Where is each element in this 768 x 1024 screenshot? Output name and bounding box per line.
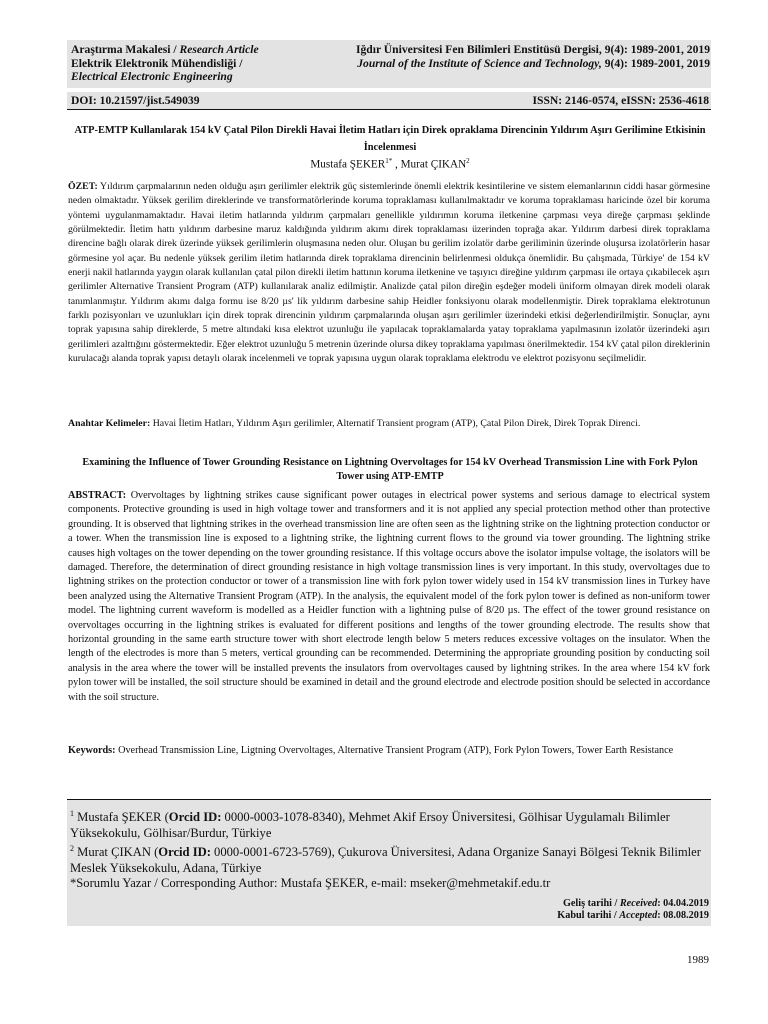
orcid-label-1: Orcid ID:: [168, 810, 222, 825]
affiliation-2: $^2$ Murat ÇIKAN (Orcid ID: 0000-0001-6723-5769), Çukurova Üniversitesi, Adana Organize Sanayi Bölgesi Teknik Bilimler Meslek Yüksekokulu, Adana, Türkiye: [70, 844, 701, 875]
article-dates: [557, 898, 709, 922]
author-2: Murat ÇIKAN: [400, 158, 467, 171]
anahtar-kelimeler: [68, 417, 710, 431]
author-separator: ,: [392, 158, 401, 171]
keywords-text: Overhead Transmission Line, Ligtning Overvoltages, Alternative Transient Program (ATP), Fork Pylon Towers, Tower Earth Resistance: [118, 745, 674, 756]
field-en: Electrical Electronic Engineering: [71, 70, 233, 84]
keywords: [68, 744, 710, 758]
issn-text: ISSN: 2146-0574, eISSN: 2536-4618: [532, 94, 709, 107]
orcid-label-2: Orcid ID:: [158, 845, 211, 860]
journal-name-tr: Iğdır Üniversitesi Fen Bilimleri Enstitüsü Dergisi, 9(4): 1989-2001, 2019: [355, 43, 710, 56]
abstract-label: ABSTRACT:: [68, 490, 127, 501]
keywords-label: Keywords:: [68, 745, 116, 756]
author-1-affiliation-mark: 1*: [385, 157, 393, 165]
ozet-text: Yıldırım çarpmalarının neden olduğu aşırı gerilimler elektrik güç sistemlerinde önemli elektrik kesintilerine ve sistem elemanlarının ciddi hasar görmesine neden olmaktadır. Yüksek gerilim direklerinde ve transformatörlerinde koruma topraklaması kullanılmaktadır ve koruma topraklaması haricinde özel bir koruma yöntemi uygulanmamaktadır. Havai iletim hatlarında yıldırım çarpmaları genellikle yıldırımın koruma iletkenine çarpması veya direğe çarpması şeklinde görülmektedir. İletim hattı yıldırım darbesine maruz kaldığında yıldırım akımı direk topraklaması üzerinden toprağa akar. Yıldırım darbesi direk topraklama direncine bağlı olarak direk üzerinde yüksek gerilimlerin oluşmasına neden olur. Oluşan bu gerilim izolatör darbe geriliminin üzerinde oluşursa izolatörlerin hasar görmesine yol açar. Bu nedenle yüksek gerilim iletim hatlarında direk topraklama direncinin belirlenmesi oldukça önemlidir. Bu çalışmada, Türkiye' de 154 kV enerji nakil hatlarında yaygın olarak kullanılan çatal pilon direkli iletim hattının koruma iletkenine ve taşıyıcı direğine yıldırım çarpması ile ortaya çıkabilecek aşırı gerilimler Alternative Transient Program (ATP) kullanılarak analiz edilmiştir. Analizde çatal pilon direğin eşdeğer modeli üniform olmayan direk modeli olarak tanımlanmıştır. Yıldırım akımı dalga formu ise 8/20 µs' lik yıldırım darbesine sahip Heidler fonksiyonu olarak modellenmiştir. Direk topraklama elektrotunun farklı pozisyonları ve uzunlukları için direk toprak direncinin yıldırım çarpmalarında oluşan aşırı gerilimler üzerindeki etkisi değerlendirilmiştir. Sonuçlar, aynı toprak yapısına sahip direklerde, 5 metre altındaki kısa elektrot uzunluğu ile yapılacak topraklamalarda yatay topraklama yapılmasının izolatör üzerindeki aşırı gerilimleri azalttığını göstermektedir. Eğer elektrot uzunluğu 5 metrenin üzerinde olursa dikey topraklama yapılması önerilmektedir. 154 kV çatal pilon direklerinin kurulacağı alanda toprak yapısı detaylı olarak incelenmeli ve toprak yapısına uygun olarak topraklama elektrodu ve elektrot pozisyonu seçilmelidir.: [68, 181, 710, 364]
accepted-date: Kabul tarihi / Accepted: 08.08.2019: [557, 910, 709, 922]
page-number: 1989: [687, 954, 709, 966]
field-tr: Elektrik Elektronik Mühendisliği /: [71, 56, 243, 70]
author-line: [72, 154, 708, 172]
journal-info: [314, 43, 710, 70]
ozet-label: ÖZET:: [68, 181, 98, 192]
author-2-affiliation-mark: 2: [466, 157, 470, 165]
anahtar-text: Havai İletim Hatları, Yıldırım Aşırı gerilimler, Alternatif Transient program (ATP), Çatal Pilon Direk, Direk Toprak Direnci.: [152, 418, 641, 429]
article-category: [71, 43, 316, 84]
article-type: Araştırma Makalesi /: [71, 43, 180, 56]
affiliation-1-mark: 1: [70, 809, 74, 818]
affiliation-2-mark: 2: [70, 844, 74, 853]
journal-volume: 9(4): 1989-2001, 2019: [604, 56, 710, 70]
article-title-en: Examining the Influence of Tower Grounding Resistance on Lightning Overvoltages for 154 kV Overhead Transmission Line with Fork Pylon Tower using ATP-EMTP: [82, 457, 698, 483]
affiliations: [70, 806, 710, 891]
ozet-paragraph: [68, 180, 710, 366]
received-date: Geliş tarihi / Received: 04.04.2019: [562, 898, 709, 909]
article-title-tr: ATP-EMTP Kullanılarak 154 kV Çatal Pilon Direkli Havai İletim Hatları için Direk opraklama Direncinin Yıldırım Aşırı Gerilimine Etkisinin İncelenmesi: [74, 125, 706, 153]
journal-name-en: Journal of the Institute of Science and Technology,: [357, 56, 605, 70]
abstract-text: Overvoltages by lightning strikes cause significant power outages in electrical power systems and serious damage to electrical system components. Protective grounding is used in high voltage tower and transformers and it is not applied any special protection method other than protective grounding. It is observed that lightning strikes in the overhead transmission line are often seen as the lightning strike on the lightning protection conductor or a tower. When the transmission line is exposed to a lightning strike, the lightning current flows to the ground via tower grounding. The lightning strike causes high voltages on the tower depending on the tower grounding resistance. If this voltage occurs above the isolator impulse voltage, the isolators will be damaged. Therefore, the determination of direct grounding resistance in high voltage transmission lines is very important. In this study, overvoltages due to lightning strikes on the protection conductor or tower of a transmission line with fork pylon tower widely used in 154 kV transmission lines in Turkey have been analyzed using the Alternative Transient Program (ATP). In the analysis, the equivalent model of the fork pylon tower is defined as non-uniform tower model. The lightning current waveform is modelled as a Heidler function with a lightning pulse of 8/20 µs. The effect of the tower ground resistance on overvoltages occurring in the lightning strikes is evaluated for different positions and lengths of the tower grounding electrode. The results show that horizontal grounding in the same earth structure tower with short electrode length below 5 meters reduces excessive voltages on the insulator. When the length of the electrodes is more than 5 meters, vertical grounding can be recommended. Determining the appropriate grounding position by conducting soil analysis in the area where the tower will be installed prevents the insulators from overvoltages caused by lightning strikes. In the area where 154 kV fork pylon tower will be installed, the soil structure should be examined in detail and the ground electrode and electrode position should be selected in accordance with the soil structure.: [68, 490, 711, 703]
anahtar-label: Anahtar Kelimeler:: [68, 418, 151, 429]
corresponding-author: *Sorumlu Yazar / Corresponding Author: Mustafa ŞEKER, e-mail: mseker@mehmetakif.edu.tr: [70, 876, 551, 890]
affiliation-1: $^1$ Mustafa ŞEKER (Orcid ID: 0000-0003-1078-8340), Mehmet Akif Ersoy Üniversitesi, Gölhisar Uygulamalı Bilimler Yüksekokulu, Gölhisar/Burdur, Türkiye: [70, 809, 670, 840]
abstract-paragraph: [68, 489, 710, 705]
doi-text: DOI: 10.21597/jist.549039: [71, 94, 200, 107]
author-1: Mustafa ŞEKER: [310, 158, 386, 171]
article-type-en: Research Article: [179, 43, 259, 56]
